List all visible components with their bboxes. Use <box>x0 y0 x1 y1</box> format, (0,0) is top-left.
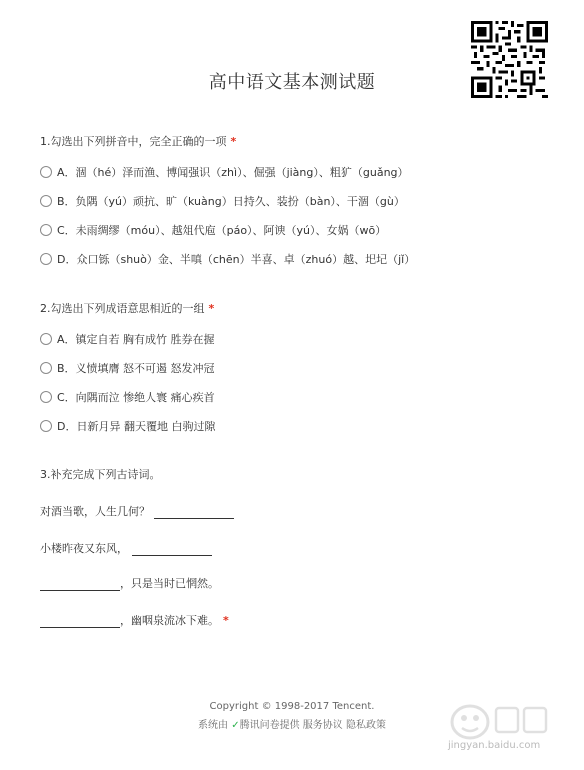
radio-button[interactable] <box>40 224 52 236</box>
check-icon: ✓ <box>231 720 240 731</box>
option-label: D．众口铄（shuò）金、半嗔（chēn）半喜、卓（zhuó）越、圯圮（jǐ） <box>57 253 416 266</box>
watermark-text: jingyan.baidu.com <box>448 740 541 751</box>
fill-prompt: 小楼昨夜又东风， <box>40 542 128 555</box>
privacy-policy-link[interactable]: 隐私政策 <box>345 720 386 731</box>
q1-option-d[interactable] <box>40 253 415 267</box>
q2-option-c[interactable] <box>40 391 215 405</box>
fill-row-1 <box>40 503 234 519</box>
required-asterisk: * <box>208 302 215 315</box>
fill-row-2 <box>40 540 212 556</box>
fill-blank-input[interactable] <box>154 506 234 519</box>
fill-prompt: 对酒当歌，人生几何？ <box>40 505 150 518</box>
question-3-title <box>40 466 161 482</box>
fill-row-3 <box>40 575 219 591</box>
fill-row-4 <box>40 612 229 628</box>
radio-button[interactable] <box>40 166 52 178</box>
question-2-title <box>40 300 214 316</box>
option-label: B．义愤填膺 怒不可遏 怒发冲冠 <box>57 362 215 375</box>
q1-option-a[interactable] <box>40 166 409 180</box>
fill-blank-input[interactable] <box>132 543 212 556</box>
option-label: B．负隅（yú）顽抗、旷（kuàng）日持久、装扮（bàn）、干涸（gù） <box>57 195 405 208</box>
option-label: D．日新月异 翻天覆地 白驹过隙 <box>57 420 216 433</box>
q2-option-b[interactable] <box>40 362 215 376</box>
option-label: C．向隅而泣 惨绝人寰 痛心疾首 <box>57 391 215 404</box>
question-1-title <box>40 133 236 149</box>
q2-option-a[interactable] <box>40 333 215 347</box>
footer-prefix: 系统由 <box>198 720 229 731</box>
radio-button[interactable] <box>40 420 52 432</box>
fill-blank-input[interactable] <box>40 615 120 628</box>
question-1-label: 1.勾选出下列拼音中，完全正确的一项 <box>40 135 227 148</box>
fill-prompt: ，只是当时已惘然。 <box>120 577 219 590</box>
radio-button[interactable] <box>40 253 52 265</box>
required-asterisk: * <box>230 135 237 148</box>
question-3-label: 3.补充完成下列古诗词。 <box>40 468 161 481</box>
qr-code <box>471 21 548 98</box>
option-label: C．未雨绸缪（móu）、越俎代庖（páo）、阿谀（yú）、女娲（wō） <box>57 224 387 237</box>
required-asterisk: * <box>223 614 229 627</box>
question-2-label: 2.勾选出下列成语意思相近的一组 <box>40 302 205 315</box>
option-label: A．镇定自若 胸有成竹 胜券在握 <box>57 333 215 346</box>
radio-button[interactable] <box>40 362 52 374</box>
radio-button[interactable] <box>40 333 52 345</box>
q1-option-b[interactable] <box>40 195 405 209</box>
footer-copyright: Copyright © 1998-2017 Tencent. <box>209 701 375 712</box>
page-title: 高中语文基本测试题 <box>208 72 376 93</box>
option-label: A．涸（hé）泽而渔、博闻强识（zhì）、倔强（jiàng）、粗犷（guǎng） <box>57 166 409 179</box>
footer-provider-link[interactable]: 腾讯问卷提供 <box>239 720 300 731</box>
q1-option-c[interactable] <box>40 224 386 238</box>
q2-option-d[interactable] <box>40 420 215 434</box>
fill-prompt: ，幽咽泉流冰下难。 <box>120 614 219 627</box>
radio-button[interactable] <box>40 195 52 207</box>
service-agreement-link[interactable]: 服务协议 <box>302 720 343 731</box>
fill-blank-input[interactable] <box>40 578 120 591</box>
radio-button[interactable] <box>40 391 52 403</box>
